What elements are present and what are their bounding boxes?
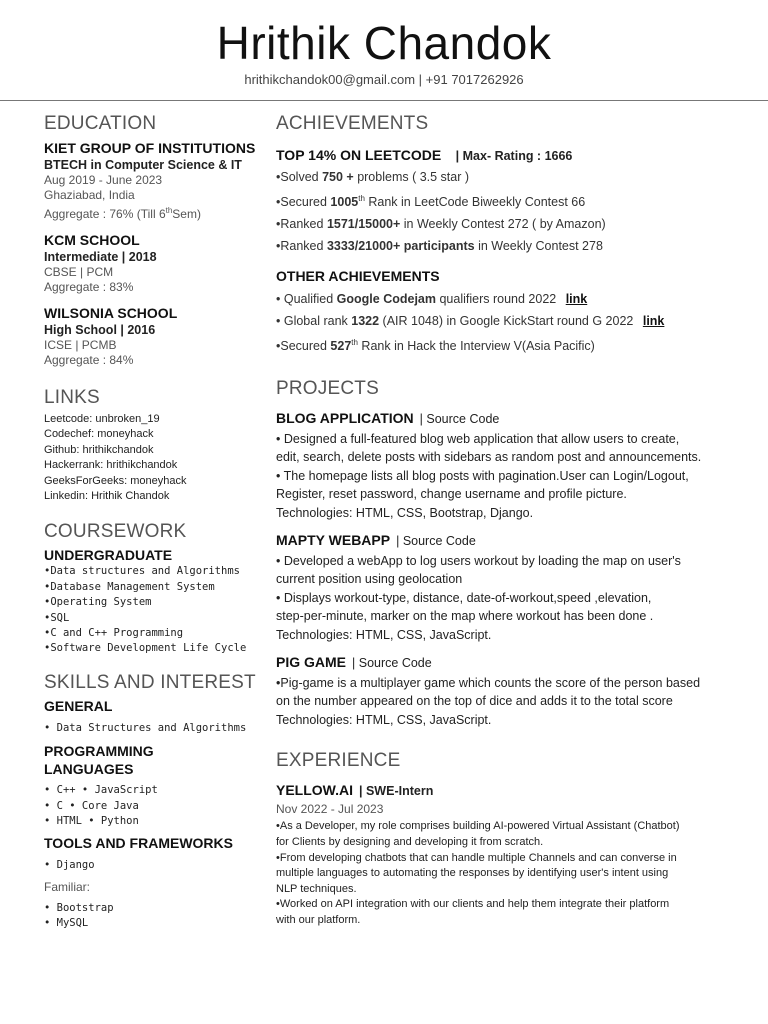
experience-line: for Clients by designing and developing it from scratch. xyxy=(276,835,544,848)
skills-heading: SKILLS AND INTEREST xyxy=(44,671,256,693)
other-achievement-item xyxy=(276,288,746,310)
other-pre: •Secured xyxy=(276,339,331,354)
project-tech: Technologies: HTML, CSS, JavaScript. xyxy=(276,712,492,727)
link-leetcode[interactable]: Leetcode: unbroken_19 xyxy=(44,413,160,425)
achievement-pre: •Secured xyxy=(276,195,331,210)
kickstart-link[interactable]: link xyxy=(642,314,665,329)
project-line: • Designed a full-featured blog web application that allow users to create, xyxy=(276,431,680,446)
right-column xyxy=(276,112,746,928)
skills-prog-item: • C++ • JavaScript xyxy=(44,784,158,797)
achievement-pre: •Ranked xyxy=(276,239,327,254)
project-line: on the number appeared on the top of dice and adds it to the total score xyxy=(276,694,673,709)
project-item xyxy=(276,653,746,729)
achievement-post: Rank in LeetCode Biweekly Contest 66 xyxy=(364,195,586,210)
skills-tools-title: TOOLS AND FRAMEWORKS xyxy=(44,834,233,851)
experience-line: •Worked on API integration with our clients and help them integrate their platform xyxy=(276,898,670,911)
experience-item xyxy=(276,781,746,928)
project-name: MAPTY WEBAPP xyxy=(276,532,391,549)
other-achievement-item xyxy=(276,310,746,332)
experience-line: with our platform. xyxy=(276,913,361,926)
achievement-item xyxy=(276,213,746,235)
link-linkedin[interactable]: Linkedin: Hrithik Chandok xyxy=(44,490,170,503)
project-source-link[interactable]: | Source Code xyxy=(419,412,500,427)
skills-prog-title xyxy=(44,742,266,778)
link-geeksforgeeks[interactable]: GeeksForGeeks: moneyhack xyxy=(44,474,187,487)
header-divider xyxy=(0,100,768,101)
achievement-bold: 3333/21000+ participants xyxy=(326,239,475,254)
skills-tools-item: • Django xyxy=(44,858,95,871)
education-item xyxy=(44,139,266,222)
candidate-name: Hrithik Chandok xyxy=(216,17,552,69)
links-list xyxy=(44,412,266,504)
other-bold: 1322 xyxy=(351,314,380,329)
coursework-item: •C and C++ Programming xyxy=(44,627,184,640)
education-org: KIET GROUP OF INSTITUTIONS xyxy=(44,140,256,156)
other-achievements-list xyxy=(276,288,746,357)
education-degree: Intermediate | 2018 xyxy=(44,250,157,264)
achievements-heading: ACHIEVEMENTS xyxy=(276,113,429,134)
other-achievements-title: OTHER ACHIEVEMENTS xyxy=(276,268,440,285)
coursework-item: •SQL xyxy=(44,611,70,624)
codejam-link[interactable]: link xyxy=(565,292,588,307)
education-board: ICSE | PCMB xyxy=(44,338,117,352)
aggregate-text: Aggregate : 76% (Till 6 xyxy=(44,207,166,221)
education-aggregate: Aggregate : 84% xyxy=(44,353,134,367)
education-item xyxy=(44,231,266,295)
education-org: WILSONIA SCHOOL xyxy=(44,305,178,321)
education-degree: BTECH in Computer Science & IT xyxy=(44,158,242,172)
coursework-item: •Database Management System xyxy=(44,580,215,593)
achievement-bold: 1005 xyxy=(330,195,359,210)
coursework-item: •Software Development Life Cycle xyxy=(44,642,247,655)
leetcode-list xyxy=(276,166,746,257)
achievement-bold: 1571/15000+ xyxy=(326,217,401,232)
education-org: KCM SCHOOL xyxy=(44,232,140,248)
other-pre: • Global rank xyxy=(276,314,352,329)
link-hackerrank[interactable]: Hackerrank: hrithikchandok xyxy=(44,459,178,472)
other-bold: Google Codejam xyxy=(336,292,436,307)
experience-company: YELLOW.AI xyxy=(276,782,353,799)
link-codechef[interactable]: Codechef: moneyhack xyxy=(44,428,154,441)
achievement-post: in Weekly Contest 272 ( by Amazon) xyxy=(400,217,606,232)
other-post: Rank in Hack the Interview V(Asia Pacific) xyxy=(357,339,595,354)
coursework-item: •Operating System xyxy=(44,596,152,609)
coursework-item: •Data structures and Algorithms xyxy=(44,565,240,578)
coursework-subtitle: UNDERGRADUATE xyxy=(44,547,173,564)
left-column xyxy=(44,112,266,932)
experience-line: •As a Developer, my role comprises building AI-powered Virtual Assistant (Chatbot) xyxy=(276,820,680,833)
education-degree: High School | 2016 xyxy=(44,323,156,337)
contact-line: hrithikchandok00@gmail.com | +91 7017262926 xyxy=(244,72,524,87)
project-name: BLOG APPLICATION xyxy=(276,410,414,427)
education-board: CBSE | PCM xyxy=(44,265,114,279)
other-post: qualifiers round 2022 xyxy=(436,292,560,307)
experience-heading: EXPERIENCE xyxy=(276,750,401,772)
resume-header xyxy=(0,0,768,100)
skills-familiar-label: Familiar: xyxy=(44,879,91,894)
other-bold: 527 xyxy=(330,339,352,354)
skills-prog-title-line1: PROGRAMMING xyxy=(44,743,154,760)
education-heading: EDUCATION xyxy=(44,113,157,134)
skills-prog-title-line2: LANGUAGES xyxy=(44,761,134,778)
project-line: • Developed a webApp to log users workout by loading the map on user's xyxy=(276,553,681,568)
skills-familiar-list xyxy=(44,901,266,932)
achievement-item xyxy=(276,166,746,188)
achievement-pre: •Solved xyxy=(276,170,323,184)
leetcode-rating: | Max- Rating : 1666 xyxy=(455,149,573,163)
project-source-link[interactable]: | Source Code xyxy=(352,656,432,671)
coursework-list xyxy=(44,564,266,656)
other-achievement-item xyxy=(276,332,746,357)
other-sup: th xyxy=(351,338,358,348)
project-item xyxy=(276,531,746,644)
achievement-sup: th xyxy=(358,194,365,203)
experience-dates: Nov 2022 - Jul 2023 xyxy=(276,802,384,817)
project-line: Register, reset password, change username and profile picture. xyxy=(276,487,627,502)
skills-general-title: GENERAL xyxy=(44,697,113,714)
project-line: •Pig-game is a multiplayer game which counts the score of the person based xyxy=(276,675,701,690)
experience-line: •From developing chatbots that can handle multiple Channels and can converse in xyxy=(276,851,677,864)
leetcode-header xyxy=(276,146,746,165)
achievement-post: problems ( 3.5 star ) xyxy=(353,170,470,184)
achievement-item xyxy=(276,188,746,213)
link-github[interactable]: Github: hrithikchandok xyxy=(44,443,154,456)
other-post: (AIR 1048) in Google KickStart round G 2022 xyxy=(379,314,637,329)
skills-prog-item: • HTML • Python xyxy=(44,815,139,828)
project-line: step-per-minute, marker on the map where workout has been done . xyxy=(276,609,654,624)
skills-familiar-item: • MySQL xyxy=(44,917,89,930)
education-location: Ghaziabad, India xyxy=(44,188,135,202)
education-item xyxy=(44,304,266,368)
achievement-bold: 750 + xyxy=(322,170,354,184)
project-line: • The homepage lists all blog posts with pagination.User can Login/Logout, xyxy=(276,468,689,483)
project-source-link[interactable]: | Source Code xyxy=(396,534,476,549)
project-item xyxy=(276,409,746,522)
project-line: current position using geolocation xyxy=(276,572,463,587)
skills-general-item: • Data Structures and Algorithms xyxy=(44,721,247,734)
education-dates: Aug 2019 - June 2023 xyxy=(44,173,163,187)
project-name: PIG GAME xyxy=(276,654,347,671)
experience-line: NLP techniques. xyxy=(276,882,357,895)
education-aggregate xyxy=(44,203,266,222)
leetcode-title: TOP 14% ON LEETCODE xyxy=(276,147,442,163)
project-tech: Technologies: HTML, CSS, JavaScript. xyxy=(276,627,492,642)
experience-role: | SWE-Intern xyxy=(359,784,434,799)
skills-prog-list xyxy=(44,783,266,829)
experience-line: multiple languages to automating the responses by identifying user's intent using xyxy=(276,867,669,880)
other-pre: • Qualified xyxy=(276,292,337,307)
achievement-pre: •Ranked xyxy=(276,217,327,232)
aggregate-tail: Sem) xyxy=(172,207,201,221)
coursework-heading: COURSEWORK xyxy=(44,521,187,543)
education-aggregate: Aggregate : 83% xyxy=(44,280,134,294)
achievement-item xyxy=(276,235,746,257)
skills-familiar-item: • Bootstrap xyxy=(44,901,114,914)
projects-heading: PROJECTS xyxy=(276,378,379,400)
project-tech: Technologies: HTML, CSS, Bootstrap, Django. xyxy=(276,505,534,520)
aggregate-sup: th xyxy=(165,206,173,215)
links-heading: LINKS xyxy=(44,387,100,408)
skills-prog-item: • C • Core Java xyxy=(44,799,139,812)
project-line: • Displays workout-type, distance, date-of-workout,speed ,elevation, xyxy=(276,590,652,605)
achievement-post: in Weekly Contest 278 xyxy=(474,239,603,254)
project-line: edit, search, delete posts with sidebars as random post and announcements. xyxy=(276,450,702,465)
